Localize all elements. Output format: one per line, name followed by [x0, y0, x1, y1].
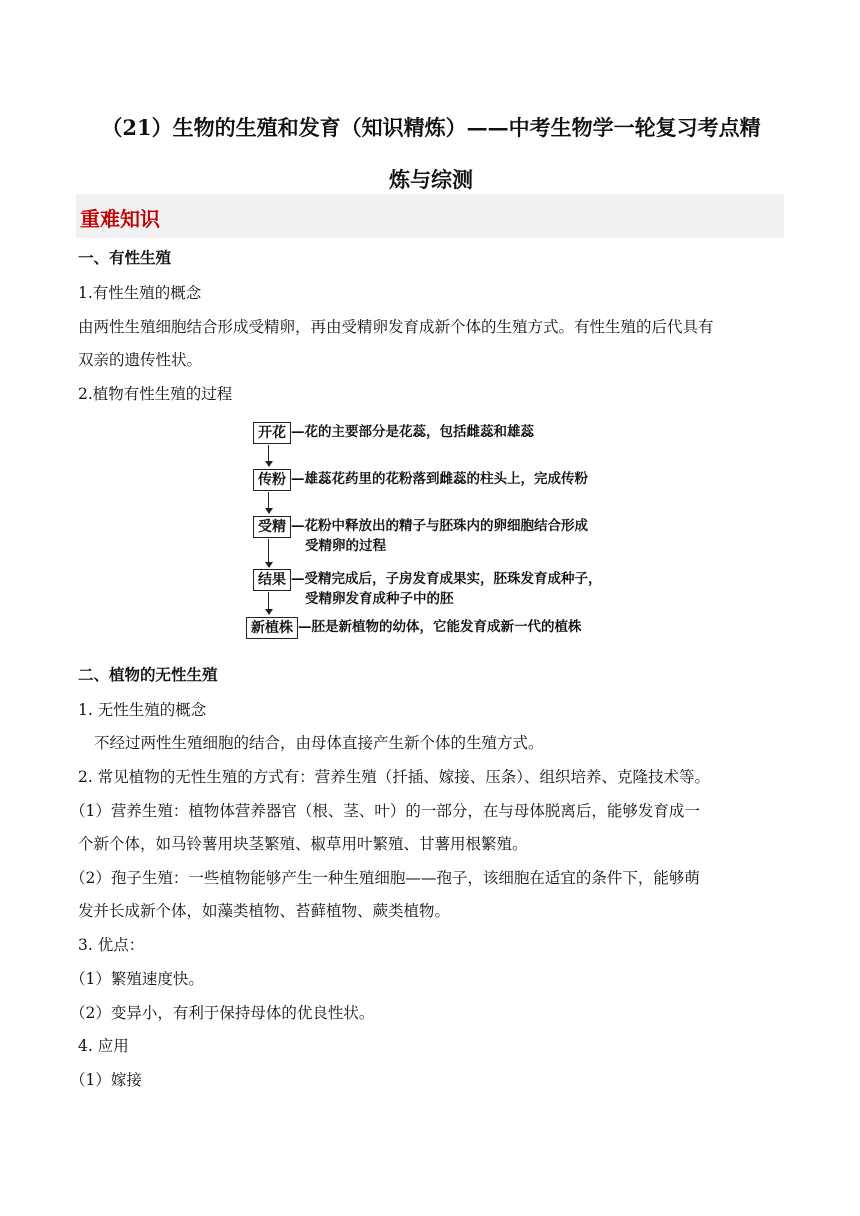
advantage-2: （2）变异小，有利于保持母体的优良性状。	[70, 1004, 375, 1022]
process-title: 2.植物有性生殖的过程	[78, 385, 233, 403]
flow-box-fruiting: 结果	[253, 569, 291, 591]
asexual-concept-text: 不经过两性生殖细胞的结合，由母体直接产生新个体的生殖方式。	[94, 734, 544, 752]
concept-text-line-2: 双亲的遗传性状。	[78, 351, 203, 369]
application-title: 4. 应用	[78, 1037, 129, 1055]
flow-text-new-plant: —胚是新植物的幼体，它能发育成新一代的植株	[298, 619, 582, 635]
flow-box-pollination: 传粉	[253, 469, 291, 491]
flow-arrow	[268, 445, 269, 461]
flow-text-pollination: —雄蕊花药里的花粉落到雌蕊的柱头上，完成传粉	[291, 471, 588, 487]
spore-text-line-2: 发并长成新个体，如藻类植物、苔藓植物、蕨类植物。	[78, 902, 451, 920]
advantages-title: 3. 优点：	[78, 936, 145, 954]
document-title	[78, 102, 784, 206]
heading-asexual-reproduction: 二、植物的无性生殖	[78, 665, 218, 684]
flow-text-fruiting-1: —受精完成后，子房发育成果实，胚珠发育成种子，	[291, 571, 602, 587]
flow-box-fertilization: 受精	[253, 516, 291, 538]
vegetative-text-line-2: 个新个体，如马铃薯用块茎繁殖、椒草用叶繁殖、甘薯用根繁殖。	[78, 835, 528, 853]
flow-box-flowering: 开花	[253, 422, 291, 444]
flow-arrow	[268, 592, 269, 609]
title-line-1: （21）生物的生殖和发育（知识精炼）——中考生物学一轮复习考点精	[101, 115, 761, 140]
section-header-text: 重难知识	[80, 207, 160, 231]
heading-sexual-reproduction: 一、有性生殖	[78, 248, 172, 267]
flow-box-new-plant: 新植株	[246, 617, 298, 639]
asexual-methods: 2. 常见植物的无性生殖的方式有：营养生殖（扦插、嫁接、压条）、组织培养、克隆技术等。	[78, 768, 710, 786]
section-header-bar	[76, 194, 784, 238]
vegetative-text-line-1: （1）营养生殖：植物体营养器官（根、茎、叶）的一部分，在与母体脱离后，能够发育成一	[70, 802, 700, 820]
flow-text-flowering: —花的主要部分是花蕊，包括雌蕊和雄蕊	[291, 424, 534, 440]
asexual-concept-title: 1. 无性生殖的概念	[78, 701, 207, 719]
flow-text-fertilization-1: —花粉中释放出的精子与胚珠内的卵细胞结合形成	[291, 518, 588, 534]
concept-text-line-1: 由两性生殖细胞结合形成受精卵，再由受精卵发育成新个体的生殖方式。有性生殖的后代具有	[78, 318, 714, 336]
flow-arrow	[268, 492, 269, 508]
application-grafting: （1）嫁接	[70, 1071, 142, 1089]
flow-text-fertilization-2: 受精卵的过程	[305, 538, 386, 554]
plant-reproduction-flow-diagram	[245, 418, 645, 643]
flow-arrow	[268, 539, 269, 562]
advantage-1: （1）繁殖速度快。	[70, 970, 204, 988]
title-line-2: 炼与综测	[389, 167, 473, 192]
spore-text-line-1: （2）孢子生殖：一些植物能够产生一种生殖细胞——孢子，该细胞在适宜的条件下，能够萌	[70, 869, 700, 887]
flow-text-fruiting-2: 受精卵发育成种子中的胚	[305, 591, 454, 607]
concept-title: 1.有性生殖的概念	[78, 284, 202, 302]
